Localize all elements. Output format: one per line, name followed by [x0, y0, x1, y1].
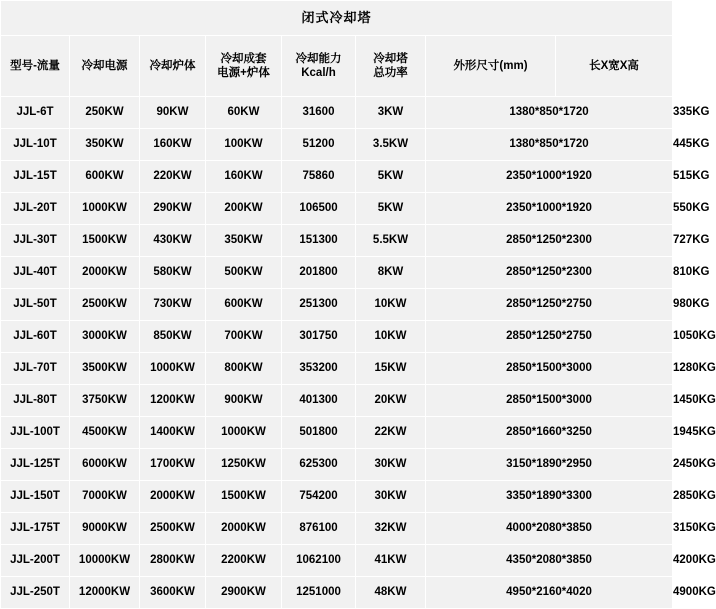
- cell-dimensions: 2850*1500*3000: [426, 385, 673, 417]
- cell-dimensions: 4950*2160*4020: [426, 577, 673, 609]
- cell-cooling-furnace-body: 3600KW: [140, 577, 206, 609]
- cell-cooling-complete-set: 2200KW: [206, 545, 282, 577]
- cell-model: JJL-150T: [1, 481, 70, 513]
- cell-cooling-power-supply: 1500KW: [70, 225, 140, 257]
- cell-tower-total-power: 10KW: [356, 321, 426, 353]
- cell-cooling-power-supply: 6000KW: [70, 449, 140, 481]
- cell-tower-total-power: 41KW: [356, 545, 426, 577]
- cell-cooling-capacity: 501800: [282, 417, 356, 449]
- cell-cooling-complete-set: 350KW: [206, 225, 282, 257]
- cell-cooling-capacity: 151300: [282, 225, 356, 257]
- table-row: JJL-150T 7000KW 2000KW 1500KW 754200 30KW 3350*1890*3300 2850KG: [1, 481, 673, 513]
- cell-cooling-complete-set: 160KW: [206, 161, 282, 193]
- cell-cooling-furnace-body: 580KW: [140, 257, 206, 289]
- cell-model: JJL-80T: [1, 385, 70, 417]
- column-header-tower-total-power-line2: 总功率: [373, 67, 408, 79]
- table-row: JJL-100T 4500KW 1400KW 1000KW 501800 22KW 2850*1660*3250 1945KG: [1, 417, 673, 449]
- cell-tower-total-power: 32KW: [356, 513, 426, 545]
- cell-tower-total-power: 8KW: [356, 257, 426, 289]
- table-row: JJL-15T 600KW 220KW 160KW 75860 5KW 2350*1000*1920 515KG: [1, 161, 673, 193]
- table-row: JJL-125T 6000KW 1700KW 1250KW 625300 30KW 3150*1890*2950 2450KG: [1, 449, 673, 481]
- cell-cooling-furnace-body: 1400KW: [140, 417, 206, 449]
- cell-model: JJL-125T: [1, 449, 70, 481]
- cell-cooling-capacity: 31600: [282, 97, 356, 129]
- cell-dimensions: 2850*1250*2300: [426, 257, 673, 289]
- cell-model: JJL-15T: [1, 161, 70, 193]
- cell-model: JJL-200T: [1, 545, 70, 577]
- cell-model: JJL-6T: [1, 97, 70, 129]
- cell-cooling-furnace-body: 1000KW: [140, 353, 206, 385]
- cell-cooling-power-supply: 9000KW: [70, 513, 140, 545]
- cell-model: JJL-175T: [1, 513, 70, 545]
- cell-cooling-capacity: 75860: [282, 161, 356, 193]
- cell-cooling-furnace-body: 730KW: [140, 289, 206, 321]
- table-row: JJL-80T 3750KW 1200KW 900KW 401300 20KW 2850*1500*3000 1450KG: [1, 385, 673, 417]
- cell-cooling-complete-set: 600KW: [206, 289, 282, 321]
- cell-cooling-capacity: 51200: [282, 129, 356, 161]
- cell-dimensions: 4350*2080*3850: [426, 545, 673, 577]
- cell-cooling-capacity: 106500: [282, 193, 356, 225]
- column-header-dimensions: [426, 36, 556, 97]
- column-header-tower-total-power: [356, 36, 426, 97]
- cell-model: JJL-70T: [1, 353, 70, 385]
- cell-cooling-capacity: 1251000: [282, 577, 356, 609]
- cell-cooling-power-supply: 600KW: [70, 161, 140, 193]
- cell-tower-total-power: 5KW: [356, 193, 426, 225]
- cell-dimensions: 2350*1000*1920: [426, 161, 673, 193]
- cell-cooling-power-supply: 2000KW: [70, 257, 140, 289]
- cell-cooling-power-supply: 3000KW: [70, 321, 140, 353]
- cell-tower-total-power: 20KW: [356, 385, 426, 417]
- table-row: JJL-60T 3000KW 850KW 700KW 301750 10KW 2850*1250*2750 1050KG: [1, 321, 673, 353]
- table-row: JJL-40T 2000KW 580KW 500KW 201800 8KW 2850*1250*2300 810KG: [1, 257, 673, 289]
- cell-cooling-power-supply: 7000KW: [70, 481, 140, 513]
- table-header-row: [1, 36, 673, 97]
- table-row: JJL-175T 9000KW 2500KW 2000KW 876100 32KW 4000*2080*3850 3150KG: [1, 513, 673, 545]
- cell-cooling-capacity: 1062100: [282, 545, 356, 577]
- cell-cooling-complete-set: 2900KW: [206, 577, 282, 609]
- cell-model: JJL-250T: [1, 577, 70, 609]
- table-row: JJL-20T 1000KW 290KW 200KW 106500 5KW 2350*1000*1920 550KG: [1, 193, 673, 225]
- cell-tower-total-power: 48KW: [356, 577, 426, 609]
- cell-dimensions: 3350*1890*3300: [426, 481, 673, 513]
- column-header-tower-total-power-line1: 冷却塔: [373, 52, 408, 65]
- cell-cooling-complete-set: 2000KW: [206, 513, 282, 545]
- column-header-cooling-complete-set: [206, 36, 282, 97]
- cell-cooling-furnace-body: 2500KW: [140, 513, 206, 545]
- cell-model: JJL-10T: [1, 129, 70, 161]
- cell-cooling-complete-set: 100KW: [206, 129, 282, 161]
- cell-cooling-furnace-body: 1700KW: [140, 449, 206, 481]
- table-row: JJL-10T 350KW 160KW 100KW 51200 3.5KW 1380*850*1720 445KG: [1, 129, 673, 161]
- column-header-cooling-capacity: [282, 36, 356, 97]
- column-header-model-line1: 型号-流量: [10, 59, 60, 72]
- cell-tower-total-power: 30KW: [356, 481, 426, 513]
- cell-model: JJL-20T: [1, 193, 70, 225]
- cell-tower-total-power: 22KW: [356, 417, 426, 449]
- column-header-lwh-label: 长X宽X高: [589, 59, 639, 72]
- cell-cooling-complete-set: 800KW: [206, 353, 282, 385]
- cell-tower-total-power: 15KW: [356, 353, 426, 385]
- cell-cooling-power-supply: 2500KW: [70, 289, 140, 321]
- cell-dimensions: 2850*1250*2750: [426, 289, 673, 321]
- column-header-cooling-power-supply: [70, 36, 140, 97]
- table-row: JJL-250T 12000KW 3600KW 2900KW 1251000 48KW 4950*2160*4020 4900KG: [1, 577, 673, 609]
- cell-tower-total-power: 5.5KW: [356, 225, 426, 257]
- cell-cooling-complete-set: 900KW: [206, 385, 282, 417]
- cell-model: JJL-50T: [1, 289, 70, 321]
- cell-cooling-complete-set: 60KW: [206, 97, 282, 129]
- table-body: [1, 97, 716, 609]
- cell-cooling-furnace-body: 220KW: [140, 161, 206, 193]
- cell-dimensions: 2850*1660*3250: [426, 417, 673, 449]
- cell-dimensions: 1380*850*1720: [426, 97, 673, 129]
- cell-dimensions: 2850*1250*2750: [426, 321, 673, 353]
- table-row: JJL-30T 1500KW 430KW 350KW 151300 5.5KW 2850*1250*2300 727KG: [1, 225, 673, 257]
- cell-cooling-power-supply: 250KW: [70, 97, 140, 129]
- cell-model: JJL-30T: [1, 225, 70, 257]
- cell-dimensions: 3150*1890*2950: [426, 449, 673, 481]
- cell-dimensions: 2850*1500*3000: [426, 353, 673, 385]
- column-header-cooling-furnace-body-line1: 冷却炉体: [149, 59, 196, 72]
- cell-cooling-complete-set: 1000KW: [206, 417, 282, 449]
- cell-cooling-furnace-body: 850KW: [140, 321, 206, 353]
- cell-cooling-capacity: 353200: [282, 353, 356, 385]
- column-header-cooling-complete-set-line2: 电源+炉体: [217, 67, 270, 79]
- cell-dimensions: 4000*2080*3850: [426, 513, 673, 545]
- cell-cooling-power-supply: 12000KW: [70, 577, 140, 609]
- cell-cooling-capacity: 251300: [282, 289, 356, 321]
- cell-cooling-complete-set: 200KW: [206, 193, 282, 225]
- cell-cooling-complete-set: 500KW: [206, 257, 282, 289]
- table-title: 闭式冷却塔: [1, 1, 673, 36]
- column-header-lwh: [556, 36, 673, 97]
- cell-cooling-power-supply: 1000KW: [70, 193, 140, 225]
- cell-model: JJL-40T: [1, 257, 70, 289]
- cell-cooling-capacity: 201800: [282, 257, 356, 289]
- cell-model: JJL-100T: [1, 417, 70, 449]
- cell-cooling-furnace-body: 160KW: [140, 129, 206, 161]
- cell-cooling-power-supply: 4500KW: [70, 417, 140, 449]
- cell-dimensions: 2350*1000*1920: [426, 193, 673, 225]
- column-header-cooling-capacity-line2: Kcal/h: [301, 67, 336, 79]
- cell-dimensions: 1380*850*1720: [426, 129, 673, 161]
- column-header-cooling-capacity-line1: 冷却能力: [295, 52, 342, 65]
- cell-dimensions: 2850*1250*2300: [426, 225, 673, 257]
- cell-cooling-power-supply: 350KW: [70, 129, 140, 161]
- column-header-cooling-furnace-body: [140, 36, 206, 97]
- column-header-dimensions-label: 外形尺寸(mm): [453, 59, 528, 72]
- cell-cooling-capacity: 401300: [282, 385, 356, 417]
- cell-cooling-capacity: 876100: [282, 513, 356, 545]
- table-row: JJL-70T 3500KW 1000KW 800KW 353200 15KW 2850*1500*3000 1280KG: [1, 353, 673, 385]
- cell-cooling-furnace-body: 2000KW: [140, 481, 206, 513]
- table-title-row: [1, 1, 673, 36]
- cell-tower-total-power: 3KW: [356, 97, 426, 129]
- column-header-cooling-power-supply-line1: 冷却电源: [81, 59, 128, 72]
- cell-cooling-capacity: 625300: [282, 449, 356, 481]
- cell-cooling-complete-set: 700KW: [206, 321, 282, 353]
- cell-cooling-power-supply: 10000KW: [70, 545, 140, 577]
- cell-model: JJL-60T: [1, 321, 70, 353]
- cell-cooling-power-supply: 3750KW: [70, 385, 140, 417]
- cell-cooling-furnace-body: 90KW: [140, 97, 206, 129]
- cell-cooling-power-supply: 3500KW: [70, 353, 140, 385]
- cell-cooling-capacity: 301750: [282, 321, 356, 353]
- column-header-cooling-complete-set-line1: 冷却成套: [220, 52, 267, 65]
- cell-cooling-complete-set: 1250KW: [206, 449, 282, 481]
- cell-cooling-furnace-body: 2800KW: [140, 545, 206, 577]
- cell-cooling-furnace-body: 290KW: [140, 193, 206, 225]
- cell-tower-total-power: 3.5KW: [356, 129, 426, 161]
- cell-tower-total-power: 30KW: [356, 449, 426, 481]
- column-header-model: [1, 36, 70, 97]
- table-row: JJL-6T 250KW 90KW 60KW 31600 3KW 1380*850*1720 335KG: [1, 97, 673, 129]
- table-row: JJL-50T 2500KW 730KW 600KW 251300 10KW 2850*1250*2750 980KG: [1, 289, 673, 321]
- cell-cooling-complete-set: 1500KW: [206, 481, 282, 513]
- cell-cooling-furnace-body: 430KW: [140, 225, 206, 257]
- cell-tower-total-power: 5KW: [356, 161, 426, 193]
- cell-cooling-furnace-body: 1200KW: [140, 385, 206, 417]
- table-row: JJL-200T 10000KW 2800KW 2200KW 1062100 41KW 4350*2080*3850 4200KG: [1, 545, 673, 577]
- cell-cooling-capacity: 754200: [282, 481, 356, 513]
- cell-tower-total-power: 10KW: [356, 289, 426, 321]
